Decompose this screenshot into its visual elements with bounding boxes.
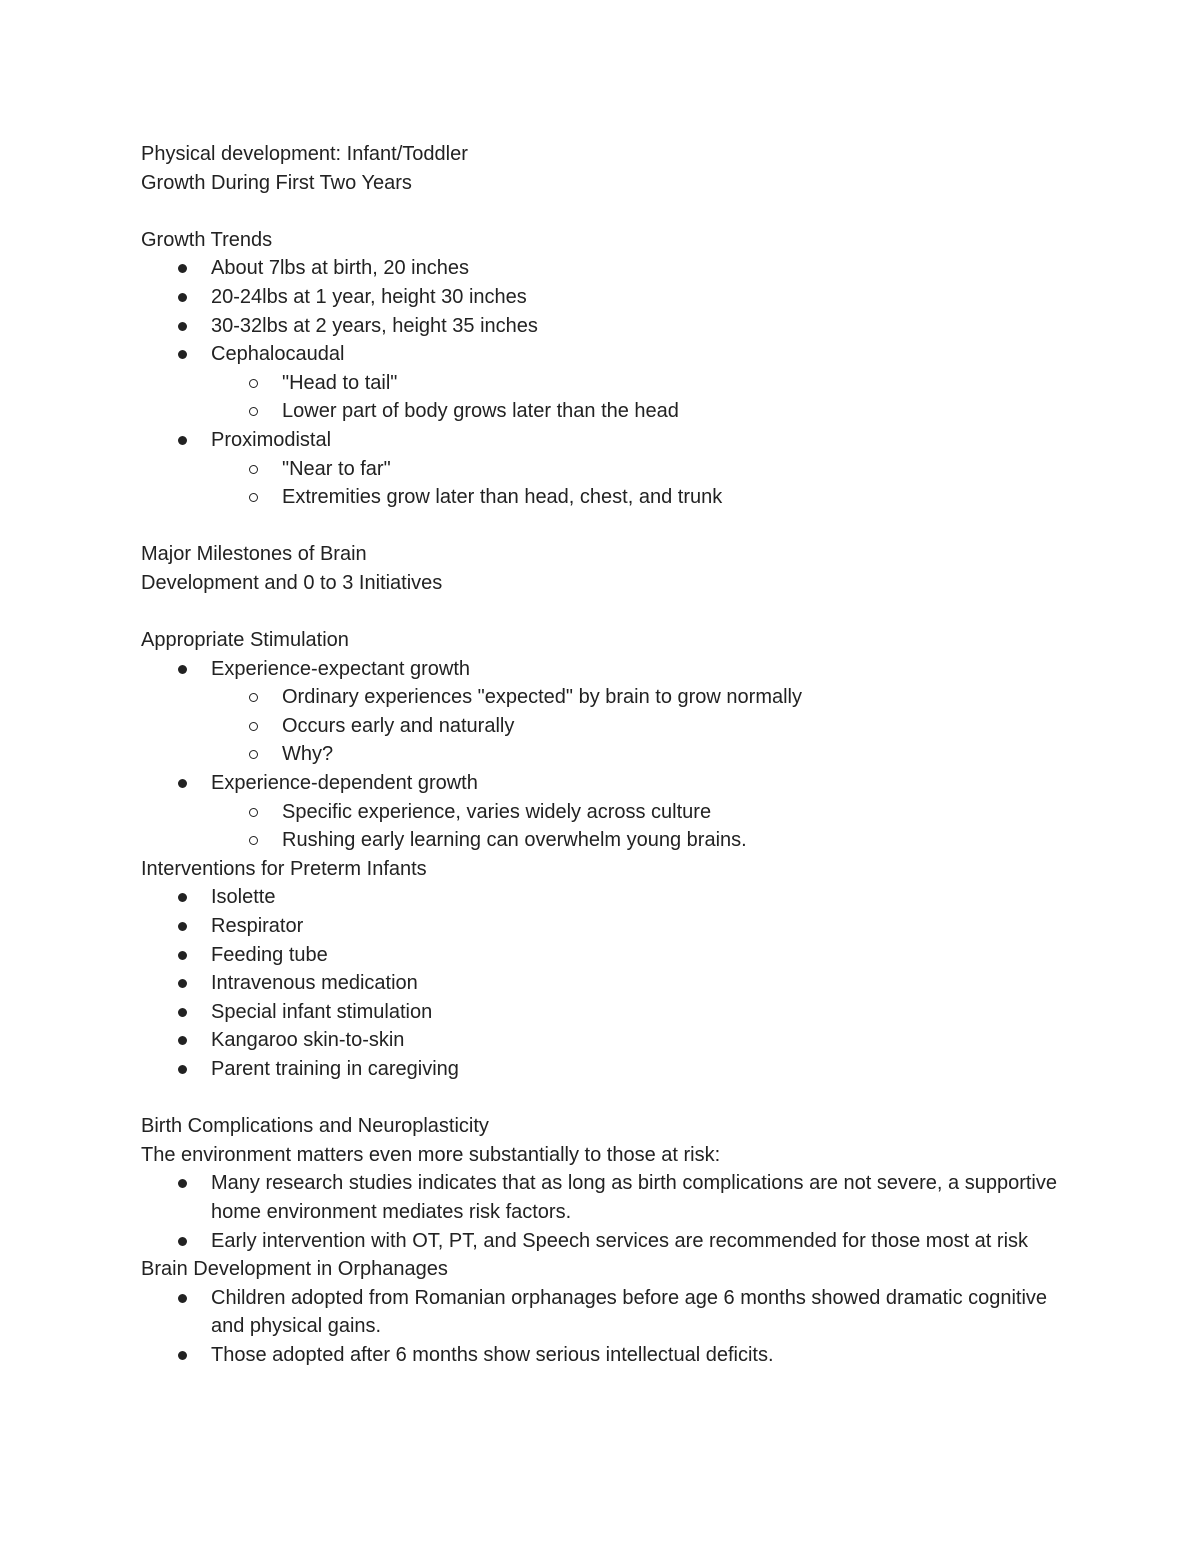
- list-item-text: Proximodistal: [211, 428, 332, 451]
- bullet-icon: [178, 893, 187, 902]
- bullet-icon: [178, 1237, 187, 1246]
- list-item: [211, 254, 1071, 283]
- list-item: [211, 969, 1071, 998]
- hollow-bullet-icon: [249, 693, 258, 702]
- hollow-bullet-icon: [249, 722, 258, 731]
- list-item-text: Feeding tube: [211, 943, 328, 966]
- list-item: [211, 941, 1071, 970]
- birth-complications-heading: Birth Complications and Neuroplasticity: [141, 1115, 489, 1138]
- list-item-text: Parent training in caregiving: [211, 1058, 459, 1080]
- list-item: [211, 912, 1071, 941]
- list-item-text: Cephalocaudal: [211, 343, 345, 366]
- list-item: [211, 655, 1071, 769]
- birth-complications-list: [141, 1169, 1071, 1255]
- spacer: [141, 512, 1071, 541]
- bullet-icon: [178, 293, 187, 302]
- list-item: [211, 998, 1071, 1027]
- list-item: [211, 769, 1071, 855]
- list-item-text: Isolette: [211, 886, 276, 909]
- spacer: [141, 197, 1071, 226]
- sub-list-item-text: Lower part of body grows later than the head: [282, 400, 679, 423]
- list-item: [211, 1341, 1071, 1370]
- hollow-bullet-icon: [249, 750, 258, 759]
- bullet-icon: [178, 1065, 187, 1074]
- stimulation-list: [141, 655, 1071, 855]
- orphanages-list: [141, 1284, 1071, 1370]
- stimulation-heading: Appropriate Stimulation: [141, 629, 349, 652]
- sub-list-item: [282, 397, 1071, 426]
- list-item: [211, 426, 1071, 512]
- hollow-bullet-icon: [249, 493, 258, 502]
- list-item-text: Those adopted after 6 months show serious intellectual deficits.: [211, 1343, 774, 1366]
- spacer: [141, 598, 1071, 627]
- list-item-text: 20-24lbs at 1 year, height 30 inches: [211, 285, 527, 308]
- document-subtitle: Growth During First Two Years: [141, 171, 412, 194]
- bullet-icon: [178, 264, 187, 273]
- sub-list-item-text: Rushing early learning can overwhelm young brains.: [282, 829, 747, 852]
- bullet-icon: [178, 979, 187, 988]
- list-item-text: Respirator: [211, 915, 304, 938]
- list-item-text: About 7lbs at birth, 20 inches: [211, 257, 469, 280]
- list-item: [211, 1284, 1071, 1341]
- sub-list-item: [282, 455, 1071, 484]
- sub-list-item: [282, 740, 1071, 769]
- sub-list-item: [282, 712, 1071, 741]
- list-item-text: Children adopted from Romanian orphanages before age 6 months showed dramatic cognitive and physical gains.: [211, 1286, 1048, 1338]
- list-item-text: Kangaroo skin-to-skin: [211, 1029, 405, 1052]
- bullet-icon: [178, 436, 187, 445]
- bullet-icon: [178, 1351, 187, 1360]
- sub-list-item-text: Ordinary experiences "expected" by brain to grow normally: [282, 686, 802, 709]
- document-title: Physical development: Infant/Toddler: [141, 143, 468, 165]
- growth-trends-list: [141, 254, 1071, 511]
- hollow-bullet-icon: [249, 465, 258, 474]
- list-item: [211, 1227, 1071, 1256]
- list-item-text: Many research studies indicates that as long as birth complications are not severe, a supportive home environment mediates risk factors.: [211, 1172, 1057, 1223]
- sub-list-item: [282, 483, 1071, 512]
- hollow-bullet-icon: [249, 379, 258, 388]
- list-item-text: Special infant stimulation: [211, 1000, 433, 1023]
- birth-complications-intro: The environment matters even more substantially to those at risk:: [141, 1143, 721, 1166]
- hollow-bullet-icon: [249, 836, 258, 845]
- list-item: [211, 883, 1071, 912]
- sub-list-item-text: Specific experience, varies widely across culture: [282, 800, 712, 823]
- sub-list-item-text: Occurs early and naturally: [282, 714, 515, 737]
- cephalocaudal-sublist: [211, 369, 1071, 426]
- sub-list-item-text: "Near to far": [282, 457, 391, 480]
- sub-list-item: [282, 826, 1071, 855]
- bullet-icon: [178, 322, 187, 331]
- list-item: [211, 1055, 1071, 1084]
- brain-milestones-subheading: Development and 0 to 3 Initiatives: [141, 571, 443, 594]
- list-item-text: Experience-expectant growth: [211, 657, 471, 680]
- list-item: [211, 1026, 1071, 1055]
- sub-list-item: [282, 798, 1071, 827]
- list-item-text: Experience-dependent growth: [211, 772, 478, 795]
- orphanages-heading: Brain Development in Orphanages: [141, 1258, 448, 1281]
- bullet-icon: [178, 1008, 187, 1017]
- list-item: [211, 312, 1071, 341]
- list-item-text: 30-32lbs at 2 years, height 35 inches: [211, 314, 538, 337]
- bullet-icon: [178, 1294, 187, 1303]
- bullet-icon: [178, 922, 187, 931]
- bullet-icon: [178, 1179, 187, 1188]
- proximodistal-sublist: [211, 455, 1071, 512]
- spacer: [141, 1084, 1071, 1113]
- brain-milestones-heading: Major Milestones of Brain: [141, 543, 367, 566]
- list-item-text: Intravenous medication: [211, 972, 418, 995]
- sub-list-item: [282, 369, 1071, 398]
- bullet-icon: [178, 951, 187, 960]
- document-body: [141, 140, 1071, 1370]
- preterm-list: [141, 883, 1071, 1083]
- bullet-icon: [178, 350, 187, 359]
- bullet-icon: [178, 779, 187, 788]
- dependent-sublist: [211, 798, 1071, 855]
- expectant-sublist: [211, 683, 1071, 769]
- list-item: [211, 283, 1071, 312]
- sub-list-item-text: Why?: [282, 743, 334, 766]
- bullet-icon: [178, 665, 187, 674]
- growth-trends-heading: Growth Trends: [141, 228, 273, 251]
- sub-list-item-text: Extremities grow later than head, chest, and trunk: [282, 486, 723, 509]
- sub-list-item-text: "Head to tail": [282, 371, 398, 394]
- hollow-bullet-icon: [249, 407, 258, 416]
- list-item: [211, 340, 1071, 426]
- list-item: [211, 1169, 1071, 1226]
- preterm-heading: Interventions for Preterm Infants: [141, 857, 427, 880]
- bullet-icon: [178, 1036, 187, 1045]
- hollow-bullet-icon: [249, 808, 258, 817]
- sub-list-item: [282, 683, 1071, 712]
- list-item-text: Early intervention with OT, PT, and Speech services are recommended for those most at risk: [211, 1229, 1029, 1252]
